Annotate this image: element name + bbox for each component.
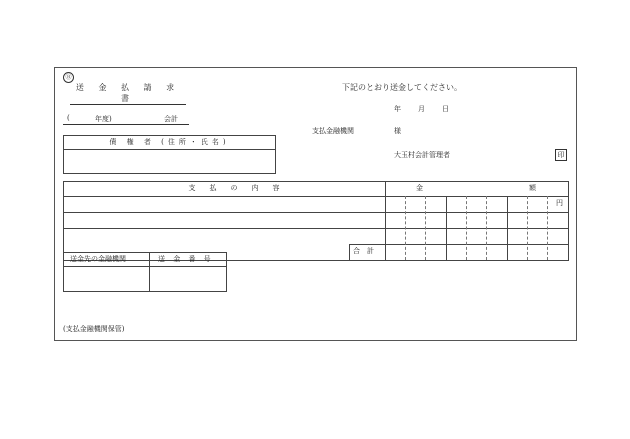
digit-separator	[425, 196, 426, 260]
remittance-number-header: 送 金 番 号	[158, 255, 214, 263]
table-row-line	[349, 244, 568, 245]
document-title: 送 金 払 請 求 書	[70, 82, 186, 105]
instruction-text: 下記のとおり送金してください。	[342, 83, 462, 92]
fiscal-year-line	[63, 114, 189, 125]
honorific-label: 様	[394, 127, 401, 135]
amount-column-divider	[385, 182, 386, 260]
payment-table	[63, 181, 569, 261]
digit-separator	[547, 196, 548, 260]
table-column-line	[149, 253, 150, 291]
date-month-label: 月	[418, 105, 425, 113]
payer-institution-label: 支払金融機関	[312, 127, 354, 135]
table-row-line	[64, 212, 568, 213]
account-label: 会計	[164, 115, 178, 123]
seal-mark: 印	[555, 149, 567, 161]
digit-separator	[486, 196, 487, 260]
remittance-table	[63, 252, 227, 292]
amount-header-right: 額	[529, 184, 536, 192]
manager-label: 大玉村会計管理者	[394, 151, 450, 159]
amount-header-left: 金	[416, 184, 423, 192]
total-label: 合 計	[353, 247, 374, 255]
date-day-label: 日	[442, 105, 449, 113]
fiscal-year-paren: (	[67, 114, 70, 122]
table-row-line	[64, 228, 568, 229]
yen-label: 円	[556, 199, 563, 207]
destination-bank-header: 送金先の金融機関	[70, 255, 126, 263]
digit-separator	[466, 196, 467, 260]
table-row-line	[64, 196, 568, 197]
circled-b-mark: Ⓑ	[63, 72, 74, 83]
content-header: 支 払 の 内 容	[188, 184, 280, 192]
footer-note: (支払金融機関保管)	[63, 325, 125, 333]
table-row-line	[64, 266, 226, 267]
digit-separator	[507, 196, 508, 260]
digit-separator	[527, 196, 528, 260]
date-year-label: 年	[394, 105, 401, 113]
digit-separator	[405, 196, 406, 260]
total-label-divider	[349, 244, 350, 260]
fiscal-year-label: 年度)	[95, 115, 112, 123]
creditor-header: 債 権 者 (住所・氏名)	[64, 136, 275, 150]
creditor-box	[63, 135, 276, 174]
digit-separator	[446, 196, 447, 260]
